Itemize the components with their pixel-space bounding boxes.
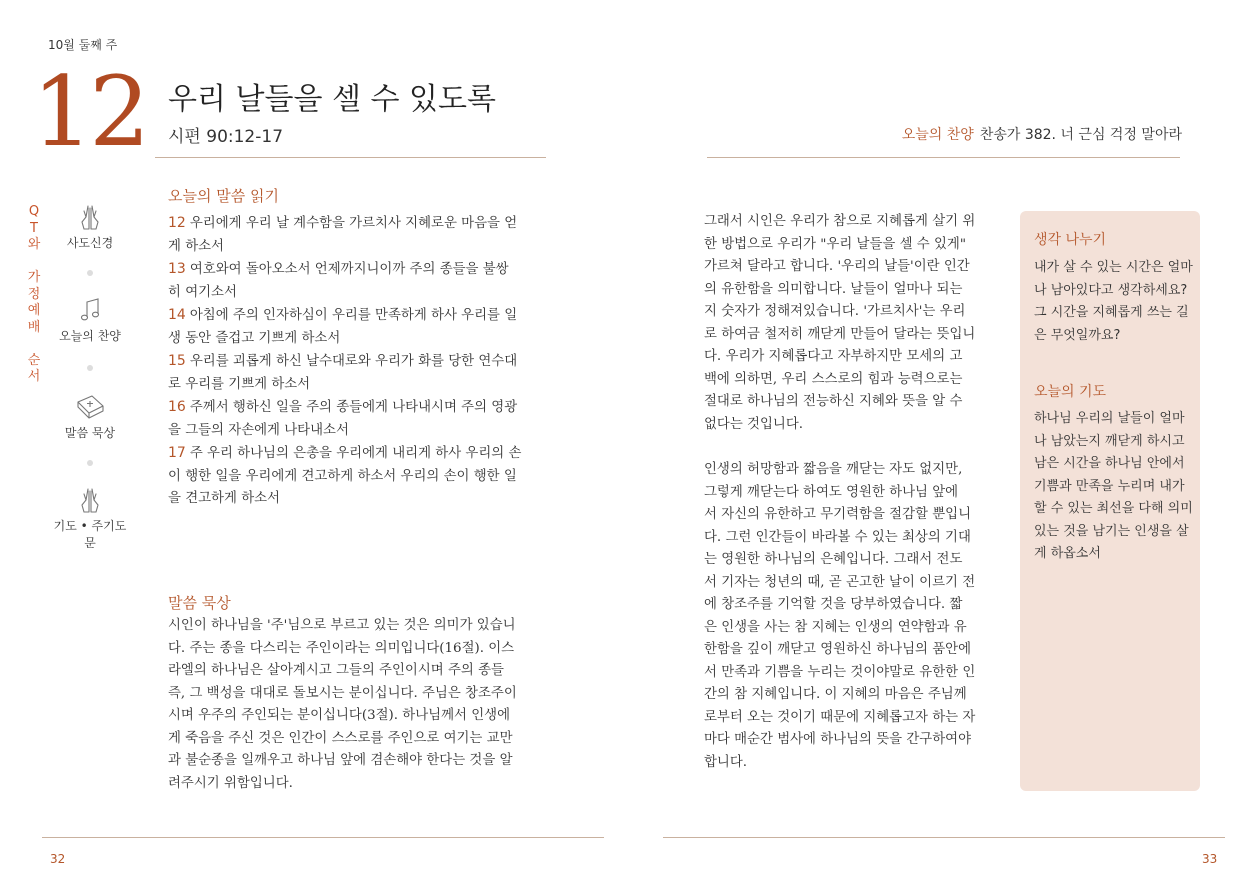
meditation-heading: 말씀 묵상 [168, 594, 231, 612]
share-text [1034, 257, 1194, 347]
verse-text: 여호와여 돌아오소서 언제까지니이까 주의 종들을 불쌍 [189, 262, 509, 277]
verse-line [168, 420, 548, 443]
order-char: T [30, 220, 38, 236]
page-title: 우리 날들을 셀 수 있도록 [168, 82, 496, 117]
text-line: 간의 참 지혜입니다. 이 지혜의 마음은 주님께 [704, 687, 967, 702]
step-separator-dot [87, 365, 93, 371]
order-char: 배 [27, 319, 41, 335]
verse-text: 우리를 괴롭게 하신 날수대로와 우리가 화를 당한 연수대 [189, 354, 518, 369]
verse-text: 을 견고하게 하소서 [168, 491, 280, 506]
verse-line [168, 328, 548, 351]
verse-number: 14 [168, 307, 186, 323]
text-line: 나 남아있다고 생각하세요? [1034, 282, 1188, 298]
verse-text: 로 우리를 기쁘게 하소서 [168, 376, 311, 392]
text-line: 그 시간을 지혜롭게 쓰는 길 [1034, 305, 1189, 320]
step-label: 오늘의 찬양 [59, 329, 121, 343]
step-label: 말씀 묵상 [64, 426, 116, 440]
order-char: 가 [27, 270, 41, 285]
header-rule-right [707, 157, 1180, 158]
verse-text: 게 하소서 [168, 238, 224, 254]
page-number-right: 33 [1202, 852, 1218, 866]
text-line: 그렇게 깨닫는다 하여도 영원한 하나님 앞에 [704, 484, 959, 500]
step-label: 기도 • 주기도문 [53, 519, 127, 550]
text-line: 서 기자는 청년의 때, 곧 곤고한 날이 이르기 전 [704, 574, 976, 590]
text-line: 남은 시간을 하나님 안에서 [1034, 456, 1185, 471]
verse-number: 12 [168, 215, 186, 231]
order-char: 예 [27, 303, 41, 318]
text-line: 백에 의하면, 우리 스스로의 힘과 능력으로는 [704, 371, 963, 387]
text-line: 인생의 허망함과 짧음을 깨닫는 자도 없지만, [704, 462, 963, 477]
verse-number: 16 [168, 399, 186, 415]
text-line: 로 하여금 철저히 깨닫게 만들어 달라는 뜻입니 [704, 326, 976, 342]
step-today-hymn [50, 295, 130, 344]
bible-icon [74, 392, 106, 422]
verse-line [168, 396, 548, 420]
commentary-paragraph-2 [704, 459, 998, 774]
text-line: 마다 매순간 범사에 하나님의 뜻을 간구하여야 [704, 732, 972, 747]
verse-line [168, 488, 548, 511]
commentary-paragraph-1 [704, 211, 998, 436]
prayer-heading: 오늘의 기도 [1034, 384, 1107, 400]
footer-rule-left [42, 837, 604, 838]
praying-hands-icon [75, 485, 105, 515]
verse-line [168, 258, 548, 282]
text-line: 한함을 깊이 깨닫고 영원하신 하나님의 품안에 [704, 642, 972, 657]
text-line: 려주시기 위함입니다. [168, 775, 293, 791]
text-line: 가르쳐 달라고 합니다. '우리의 날들'이란 인간 [704, 259, 970, 274]
reflection-box [1020, 211, 1200, 791]
page-number-left: 32 [50, 852, 66, 866]
text-line: 다. 우리가 지혜롭다고 자부하지만 모세의 고 [704, 349, 963, 364]
reading-heading: 오늘의 말씀 읽기 [168, 187, 279, 205]
text-line: 하나님 우리의 날들이 얼마 [1034, 411, 1185, 426]
text-line: 있는 것을 남기는 인생을 살 [1034, 523, 1189, 539]
text-line: 라엘의 하나님은 살아계시고 그들의 주인이시며 주의 종들 [168, 663, 504, 678]
verse-text: 우리에게 우리 날 계수함을 가르치사 지혜로운 마음을 얻 [189, 216, 518, 231]
verse-list [168, 212, 548, 511]
step-apostles-creed [50, 202, 130, 251]
scripture-reference: 시편 90:12-17 [168, 127, 284, 147]
text-line: 로부터 오는 것이기 때문에 지혜롭고자 하는 자 [704, 709, 976, 725]
verse-line [168, 304, 548, 328]
verse-number: 13 [168, 261, 186, 277]
order-char [26, 254, 42, 271]
verse-line [168, 350, 548, 374]
step-prayer [50, 485, 130, 551]
text-line: 시인이 하나님을 '주'님으로 부르고 있는 것은 의미가 있습니 [168, 618, 516, 633]
text-line: 한 방법으로 우리가 "우리 날들을 셀 수 있게" [704, 236, 967, 252]
order-char: Q [28, 204, 40, 219]
text-line: 기쁨과 만족을 누리며 내가 [1034, 478, 1185, 494]
meditation-text [168, 615, 548, 795]
verse-number: 17 [168, 445, 186, 461]
verse-text: 주께서 행하신 일을 주의 종들에게 나타내시며 주의 영광 [189, 400, 518, 415]
text-line: 게 하옵소서 [1034, 546, 1101, 561]
order-char: 서 [27, 369, 41, 384]
praying-hands-icon [75, 202, 105, 232]
worship-order-label [26, 204, 42, 386]
music-note-icon [75, 295, 105, 325]
order-char: 정 [27, 286, 41, 302]
hymn-title: 찬송가 382. 너 근심 걱정 말아라 [979, 127, 1182, 143]
verse-text: 생 동안 즐겁고 기쁘게 하소서 [168, 330, 341, 346]
text-line: 지 숫자가 정해져있습니다. '가르치사'는 우리 [704, 304, 966, 319]
text-line: 과 불순종을 일깨우고 하나님 앞에 겸손해야 한다는 것을 알 [168, 753, 513, 768]
verse-line [168, 236, 548, 259]
text-line: 서 자신의 유한하고 무기력함을 절감할 뿐입니 [704, 507, 972, 522]
text-line: 나 남았는지 깨닫게 하시고 [1034, 433, 1185, 449]
step-meditation [50, 392, 130, 441]
step-separator-dot [87, 460, 93, 466]
step-separator-dot [87, 270, 93, 276]
order-char: 순 [27, 352, 41, 368]
verse-text: 을 그들의 자손에게 나타내소서 [168, 422, 349, 438]
verse-text: 아침에 주의 인자하심이 우리를 만족하게 하사 우리를 일 [189, 308, 518, 323]
verse-text: 히 여기소서 [168, 284, 237, 300]
text-line: 없다는 것입니다. [704, 416, 804, 432]
verse-number: 15 [168, 353, 186, 369]
verse-line [168, 212, 548, 236]
verse-line [168, 466, 548, 489]
order-char: 와 [27, 237, 41, 252]
verse-line [168, 442, 548, 466]
text-line: 할 수 있는 최선을 다해 의미 [1034, 501, 1193, 516]
text-line: 은 무엇일까요? [1034, 327, 1121, 343]
text-line: 내가 살 수 있는 시간은 얼마 [1034, 260, 1193, 275]
verse-line [168, 374, 548, 397]
text-line: 게 죽음을 주신 것은 인간이 스스로를 주인으로 여기는 교만 [168, 730, 513, 746]
hymn-label: 오늘의 찬양 [901, 127, 974, 143]
footer-rule-right [663, 837, 1225, 838]
step-label: 사도신경 [66, 236, 114, 250]
text-line: 은 인생을 사는 참 지혜는 인생의 연약함과 유 [704, 619, 967, 635]
text-line: 다. 그런 인간들이 바라볼 수 있는 최상의 기대 [704, 529, 971, 545]
text-line: 합니다. [704, 754, 748, 770]
text-line: 시며 우주의 주인되는 분이십니다(3절). 하나님께서 인생에 [168, 708, 511, 723]
text-line: 즉, 그 백성을 대대로 돌보시는 분이십니다. 주님은 창조주이 [168, 685, 517, 701]
text-line: 의 유한함을 의미합니다. 날들이 얼마나 되는 [704, 281, 963, 297]
share-heading: 생각 나누기 [1034, 232, 1107, 248]
text-line: 다. 주는 종을 다스리는 주인이라는 의미입니다(16절). 이스 [168, 640, 515, 656]
text-line: 에 창조주를 기억할 것을 당부하였습니다. 짧 [704, 597, 963, 612]
verse-line [168, 282, 548, 305]
header-rule-left [155, 157, 546, 158]
text-line: 서 만족과 기쁨을 누리는 것이야말로 유한한 인 [704, 664, 976, 680]
day-number: 12 [32, 56, 147, 168]
today-hymn [902, 124, 1182, 144]
text-line: 그래서 시인은 우리가 참으로 지혜롭게 살기 위 [704, 214, 976, 229]
text-line: 는 영원한 하나님의 은혜입니다. 그래서 전도 [704, 552, 963, 567]
order-char [26, 336, 42, 353]
verse-text: 이 행한 일을 우리에게 견고하게 하소서 우리의 손이 행한 일 [168, 468, 517, 484]
text-line: 절대로 하나님의 전능하신 지혜와 뜻을 알 수 [704, 394, 963, 409]
verse-text: 주 우리 하나님의 은총을 우리에게 내리게 하사 우리의 손 [189, 446, 522, 461]
prayer-text [1034, 408, 1194, 566]
week-label: 10월 둘째 주 [48, 38, 118, 52]
